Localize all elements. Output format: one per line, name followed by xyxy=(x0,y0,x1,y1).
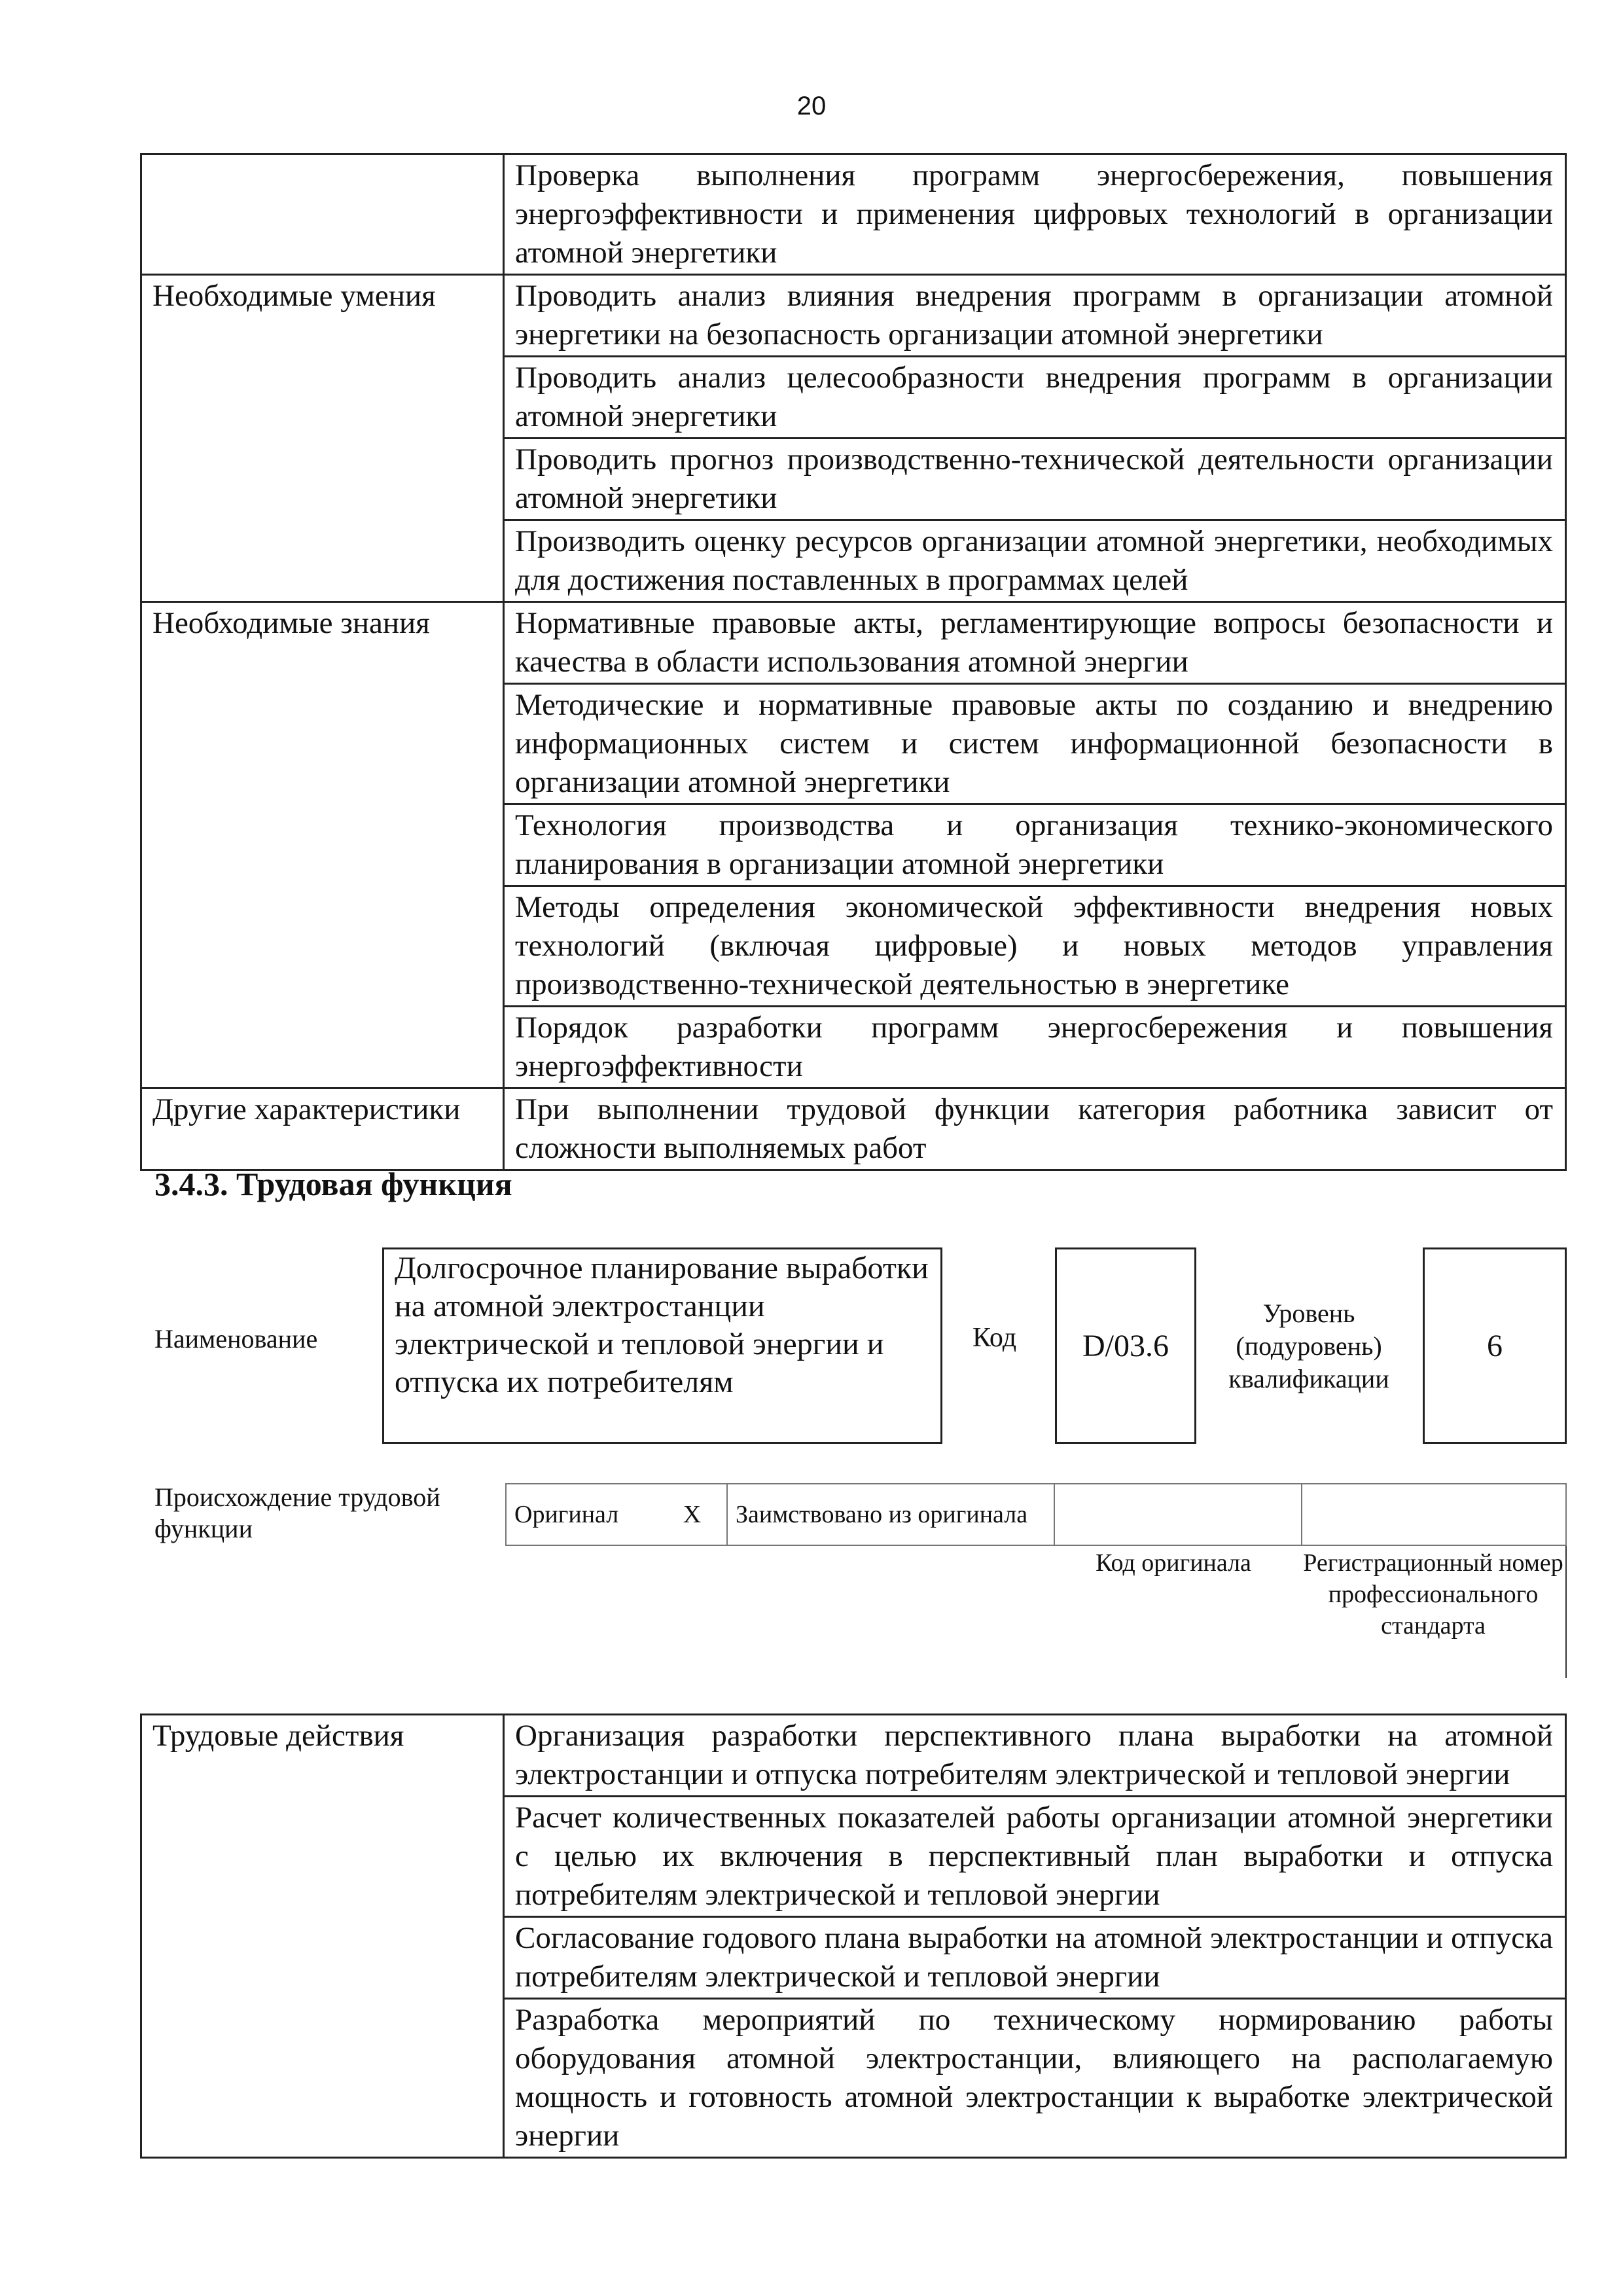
origin-table xyxy=(505,1483,1567,1546)
requirements-table xyxy=(140,153,1567,1171)
cell-text: Методические и нормативные правовые акты по созданию и внедрению информационных систем и систем информационной безопасности в организации атомной энергетики xyxy=(504,684,1566,804)
labor-actions-table xyxy=(140,1713,1567,2159)
table-row xyxy=(141,1715,1566,1797)
row-label-knowledge: Необходимые знания xyxy=(141,602,504,1088)
row-label-other: Другие характеристики xyxy=(141,1088,504,1170)
name-label: Наименование xyxy=(154,1324,318,1354)
cell-text: Производить оценку ресурсов организации атомной энергетики, необходимых для достижения поставленных в программах целей xyxy=(504,520,1566,602)
original-code-cell xyxy=(1054,1484,1302,1545)
cell-text: Разработка мероприятий по техническому нормированию работы оборудования атомной электростанции, влияющего на располагаемую мощность и готовность атомной электростанции к выработке электрической энергии xyxy=(504,1999,1566,2158)
reg-number-cell xyxy=(1302,1484,1566,1545)
original-label: Оригинал xyxy=(506,1484,658,1545)
table-row xyxy=(141,602,1566,684)
table-row xyxy=(141,154,1566,275)
cell-text: Согласование годового плана выработки на атомной электростанции и отпуска потребителям электрической и тепловой энергии xyxy=(504,1917,1566,1999)
cell-text: Нормативные правовые акты, регламентирующие вопросы безопасности и качества в области использования атомной энергии xyxy=(504,602,1566,684)
row-label-skills: Необходимые умения xyxy=(141,275,504,602)
function-code-box: D/03.6 xyxy=(1055,1247,1196,1444)
cell-text: Проводить анализ влияния внедрения программ в организации атомной энергетики на безопасность организации атомной энергетики xyxy=(504,275,1566,357)
table-row xyxy=(141,1088,1566,1170)
reg-number-label: Регистрационный номер профессионального стандарта xyxy=(1303,1549,1563,1640)
cell-text: Порядок разработки программ энергосбережения и повышения энергоэффективности xyxy=(504,1007,1566,1088)
cell-text: При выполнении трудовой функции категория работника зависит от сложности выполняемых работ xyxy=(504,1088,1566,1170)
function-name-box: Долгосрочное планирование выработки на атомной электростанции электрической и тепловой энергии и отпуска их потребителям xyxy=(382,1247,942,1444)
origin-label: Происхождение трудовой функции xyxy=(154,1482,440,1543)
row-label-actions: Трудовые действия xyxy=(141,1715,504,2158)
cell-text: Технология производства и организация технико-экономического планирования в организации атомной энергетики xyxy=(504,804,1566,886)
cell-text: Проводить прогноз производственно-технической деятельности организации атомной энергетики xyxy=(504,439,1566,520)
cell-text: Расчет количественных показателей работы организации атомной энергетики с целью их включения в перспективный план выработки и отпуска потребителям электрической и тепловой энергии xyxy=(504,1797,1566,1917)
row-label-empty xyxy=(141,154,504,275)
divider xyxy=(1565,1546,1567,1678)
table-row xyxy=(141,275,1566,357)
cell-text: Организация разработки перспективного плана выработки на атомной электростанции и отпуска потребителям электрической и тепловой энергии xyxy=(504,1715,1566,1797)
cell-text: Проверка выполнения программ энергосбережения, повышения энергоэффективности и применения цифровых технологий в организации атомной энергетики xyxy=(504,154,1566,275)
original-code-label: Код оригинала xyxy=(1096,1549,1251,1577)
table-row xyxy=(506,1484,1566,1545)
section-title: 3.4.3. Трудовая функция xyxy=(154,1166,512,1202)
cell-text: Методы определения экономической эффективности внедрения новых технологий (включая цифровые) и новых методов управления производственно-технической деятельностью в энергетике xyxy=(504,886,1566,1007)
qualification-level-box: 6 xyxy=(1423,1247,1567,1444)
level-label: Уровень (подуровень) квалификации xyxy=(1228,1299,1389,1393)
original-mark: X xyxy=(658,1484,727,1545)
borrowed-label: Заимствовано из оригинала xyxy=(727,1484,1054,1545)
code-label: Код xyxy=(972,1323,1017,1353)
page-number: 20 xyxy=(796,92,827,120)
cell-text: Проводить анализ целесообразности внедрения программ в организации атомной энергетики xyxy=(504,357,1566,439)
